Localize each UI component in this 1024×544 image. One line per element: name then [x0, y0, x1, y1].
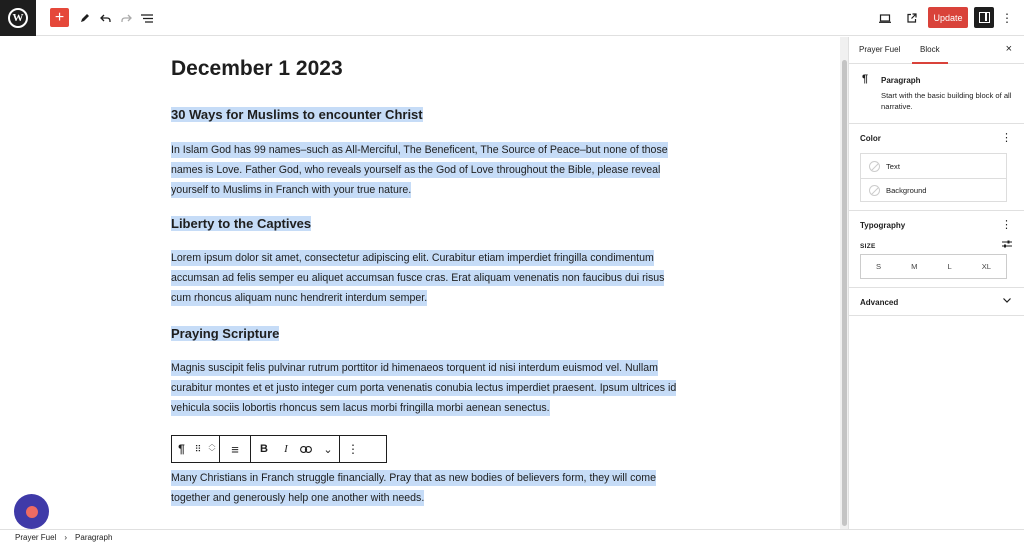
background-color-button[interactable]	[861, 178, 1006, 202]
color-title: Color	[860, 134, 881, 143]
block-options-button[interactable]: ⋮	[347, 442, 359, 456]
size-s-option[interactable]: S	[876, 262, 882, 271]
list-view-icon	[141, 14, 153, 23]
kebab-icon: ⋮	[1001, 11, 1013, 25]
format-group	[251, 436, 340, 462]
view-button[interactable]	[878, 8, 892, 28]
redo-button[interactable]	[119, 8, 133, 28]
empty-swatch-icon	[869, 185, 880, 196]
settings-toggle-button[interactable]	[974, 7, 994, 28]
add-block-button[interactable]	[50, 8, 69, 27]
text-color-button[interactable]	[861, 154, 1006, 178]
undo-icon	[100, 14, 111, 23]
size-label: SIZE	[860, 243, 876, 250]
heading-text: 30 Ways for Muslims to encounter Christ	[171, 107, 423, 122]
block-toolbar	[171, 435, 387, 463]
align-text-button[interactable]: ≡	[231, 441, 239, 457]
breadcrumb-prayer-fuel[interactable]: Prayer Fuel	[15, 532, 57, 542]
pencil-icon	[80, 13, 90, 23]
assistant-dot-icon	[26, 506, 38, 518]
editor-canvas	[0, 37, 840, 529]
paragraph-text: Lorem ipsum dolor sit amet, consectetur adipiscing elit. Curabitur etiam imperdiet fringilla condimentum accumsan ad felis semper eu aliquet accumsan fusce cras. Erat aliquam venenatis non faucibus dui risus cum rhoncus aliquam nunc hendrerit interdum semper.	[171, 252, 665, 304]
color-settings	[860, 153, 1007, 202]
typography-title: Typography	[860, 221, 906, 230]
italic-button[interactable]: I	[284, 443, 288, 455]
heading-text: Praying Scripture	[171, 326, 280, 341]
tools-button[interactable]	[78, 8, 92, 28]
post-title[interactable]: December 1 2023	[171, 57, 343, 80]
heading-block[interactable]	[171, 214, 311, 234]
undo-button[interactable]	[98, 8, 112, 28]
paragraph-type-button[interactable]: ¶	[178, 442, 185, 456]
link-icon	[300, 446, 312, 453]
more-formats-button[interactable]: ⌄	[323, 443, 333, 456]
close-icon[interactable]: ×	[1005, 43, 1012, 55]
paragraph-text: Magnis suscipit felis pulvinar rutrum porttitor id himenaeos torquent id nisi interdum euismod vel. Nullam curabitur montes et et justo integer cum porta venenatis conubia lectus imperdiet praesent. Ipsum ultrices id vehicula sociis lobortis rhoncus sem lacus morbi fringilla morbi aenean senectus.	[171, 362, 677, 414]
link-button[interactable]	[295, 436, 317, 462]
custom-size-icon[interactable]	[1002, 240, 1012, 250]
advanced-title: Advanced	[860, 298, 899, 307]
paragraph-block-selected[interactable]	[171, 469, 681, 509]
block-name: Paragraph	[881, 76, 921, 85]
paragraph-block[interactable]	[171, 141, 681, 200]
options-menu-button[interactable]	[1001, 8, 1013, 28]
sidebar-panel-icon	[979, 12, 990, 23]
wordpress-logo-button[interactable]	[0, 0, 36, 36]
breadcrumb	[0, 529, 1024, 544]
update-button[interactable]: Update	[928, 7, 968, 28]
plus-icon: +	[54, 9, 65, 26]
redo-icon	[121, 14, 132, 23]
paragraph-icon: ¶	[862, 73, 869, 85]
paragraph-block[interactable]	[171, 249, 681, 308]
document-overview-button[interactable]	[140, 8, 154, 28]
typography-panel	[849, 211, 1024, 288]
chevron-down-icon: ﹀	[208, 449, 216, 456]
paragraph-text: Many Christians in Franch struggle financially. Pray that as new bodies of believers form, they will come together and generously help one another with needs.	[171, 472, 656, 504]
chevron-up-icon: ︿	[208, 441, 216, 448]
heading-text: Liberty to the Captives	[171, 216, 312, 231]
chevron-right-icon: ›	[64, 532, 68, 542]
size-m-option[interactable]: M	[911, 262, 918, 271]
block-type-group	[172, 436, 220, 462]
paragraph-block[interactable]	[171, 359, 681, 418]
empty-swatch-icon	[869, 161, 880, 172]
block-card	[849, 64, 1024, 124]
chevron-down-icon	[1003, 295, 1011, 305]
alignment-group	[220, 436, 251, 462]
wordpress-logo-icon: W	[8, 8, 28, 28]
view-post-button[interactable]	[905, 8, 919, 28]
background-color-label: Background	[886, 186, 927, 195]
heading-block[interactable]	[171, 105, 423, 125]
tab-prayer-fuel[interactable]: Prayer Fuel	[859, 45, 901, 54]
scrollbar-thumb[interactable]	[842, 60, 847, 526]
move-block-control[interactable]	[205, 436, 219, 462]
size-l-option[interactable]: L	[947, 262, 952, 271]
heading-block[interactable]	[171, 324, 279, 344]
breadcrumb-paragraph[interactable]: Paragraph	[75, 532, 113, 542]
top-toolbar	[0, 0, 1024, 36]
text-color-label: Text	[886, 161, 900, 171]
drag-handle[interactable]: ⠿	[194, 443, 202, 454]
color-panel	[849, 124, 1024, 211]
block-description: Start with the basic building block of all narrative.	[881, 91, 1012, 111]
options-group	[340, 436, 366, 462]
tab-block[interactable]: Block	[920, 45, 940, 54]
desktop-preview-icon	[879, 14, 891, 23]
size-xl-option[interactable]: XL	[981, 262, 991, 271]
settings-sidebar	[848, 37, 1024, 529]
assistant-bubble-button[interactable]	[14, 494, 49, 529]
sidebar-tabs	[849, 37, 1024, 64]
advanced-panel[interactable]	[849, 288, 1024, 316]
external-link-icon	[907, 13, 917, 23]
bold-button[interactable]: B	[260, 443, 268, 455]
typography-options-icon[interactable]: ⋮	[1001, 219, 1011, 231]
paragraph-text: In Islam God has 99 names–such as All-Merciful, The Beneficent, The Source of Peace–but none of those names is Love. Father God, who reveals yourself as the God of Love throughout the Bible, please reveal yourself to Muslims in Franch with your true nature.	[171, 144, 668, 196]
font-size-picker	[860, 254, 1007, 279]
color-options-icon[interactable]: ⋮	[1001, 132, 1011, 144]
